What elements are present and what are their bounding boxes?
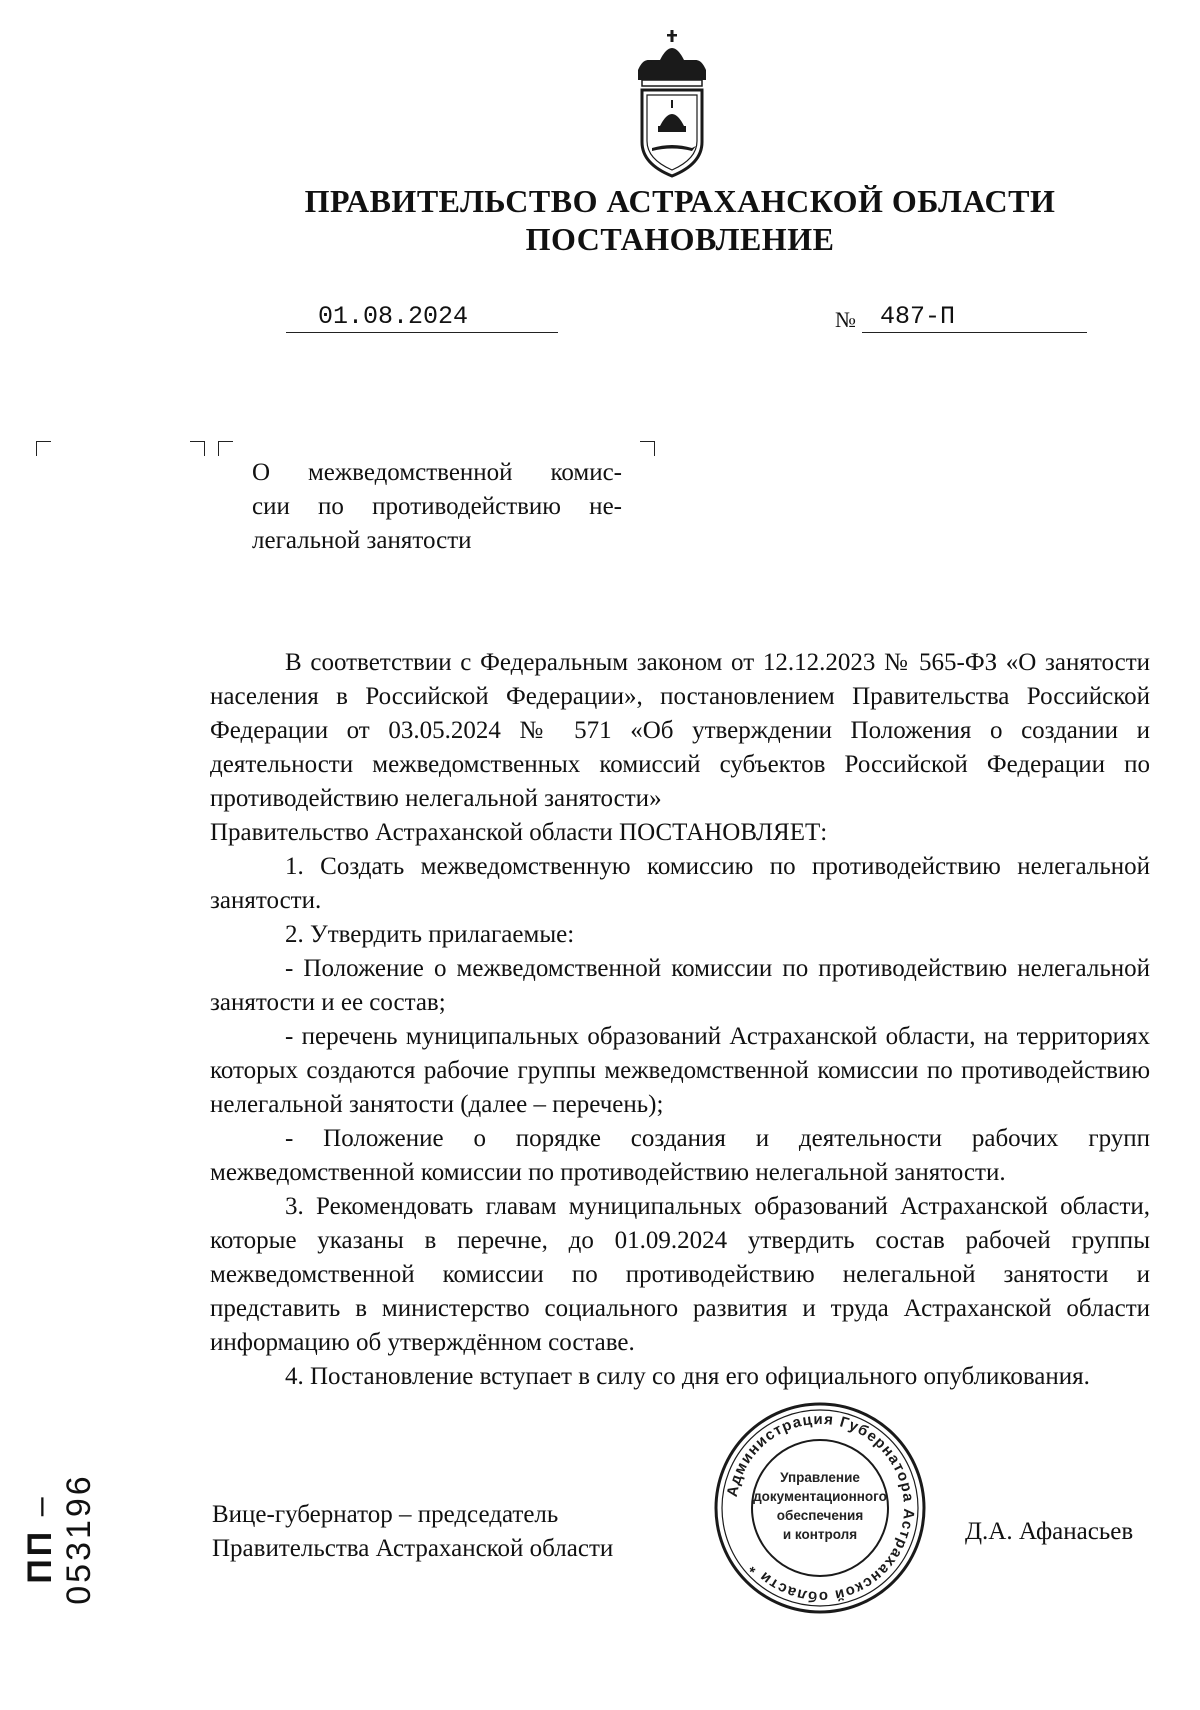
government-title: ПРАВИТЕЛЬСТВО АСТРАХАНСКОЙ ОБЛАСТИ — [304, 183, 1056, 219]
subject-line: О межведомственной комис- — [252, 459, 622, 486]
serial-number: – 053196 — [21, 1473, 98, 1605]
document-subject — [252, 456, 622, 558]
signatory-title-line: Вице-губернатор – председатель — [212, 1501, 559, 1528]
coat-of-arms-emblem — [630, 30, 714, 180]
resolves-paragraph: Правительство Астраханской области ПОСТАНОВЛЯЕТ: — [210, 819, 828, 846]
signatory-name: Д.А. Афанасьев — [965, 1518, 1134, 1545]
item-2a: - Положение о межведомственной комиссии по противодействию нелегальной занятости и ее состав; — [210, 955, 1150, 1016]
subject-line: сии по противодействию не- — [252, 493, 622, 520]
item-2: 2. Утвердить прилагаемые: — [285, 921, 575, 948]
signatory-title — [212, 1498, 613, 1566]
preamble-paragraph: В соответствии с Федеральным законом от 12.12.2023 № 565-ФЗ «О занятости населения в Российской Федерации», постановлением Правительства Российской Федерации от 03.05.2024 № 571 «Об утверждении Положения о создании и деятельности межведомственных комиссий субъектов Российской Федерации по противодействию нелегальной занятости» — [210, 649, 1150, 812]
form-serial-number — [21, 1439, 99, 1639]
document-date: 01.08.2024 — [318, 302, 469, 331]
document-number: 487-П — [880, 302, 956, 331]
stamp-center-line: и контроля — [782, 1527, 858, 1542]
document-body — [210, 646, 1150, 1394]
item-1: 1. Создать межведомственную комиссию по противодействию нелегальной занятости. — [210, 853, 1150, 914]
stamp-center-line: обеспечения — [776, 1508, 864, 1523]
stamp-center-line: документационного — [753, 1489, 887, 1504]
subject-corner-bracket-1 — [190, 441, 205, 456]
item-2b: - перечень муниципальных образований Астраханской области, на территориях которых создаются рабочие группы межведомственной комиссии по противодействию нелегальной занятости (далее – перечень); — [210, 1023, 1150, 1118]
item-3: 3. Рекомендовать главам муниципальных образований Астраханской области, которые указаны в перечне, до 01.09.2024 утвердить состав рабочей группы межведомственной комиссии по противодействию нелегальной занятости и представить в министерство социального развития и труда Астраханской области информацию об утверждённом составе. — [210, 1193, 1150, 1356]
subject-corner-bracket-3 — [640, 441, 655, 456]
document-type-title: ПОСТАНОВЛЕНИЕ — [525, 221, 835, 257]
number-line — [862, 302, 1087, 333]
stamp-center-text — [735, 1468, 905, 1544]
left-corner-bracket — [36, 441, 51, 456]
item-2c: - Положение о порядке создания и деятельности рабочих групп межведомственной комиссии по противодействию нелегальной занятости. — [210, 1125, 1150, 1186]
number-sign: № — [835, 307, 856, 332]
stamp-ring-text: Администрация Губернатора Астраханской области * — [723, 1410, 918, 1606]
item-4: 4. Постановление вступает в силу со дня его официального опубликования. — [285, 1363, 1090, 1390]
subject-line: легальной занятости — [252, 527, 472, 554]
subject-corner-bracket-2 — [218, 441, 233, 456]
serial-prefix: ПП — [21, 1528, 59, 1584]
signatory-title-line: Правительства Астраханской области — [212, 1535, 614, 1562]
stamp-center-line: Управление — [780, 1470, 860, 1485]
date-line — [286, 302, 558, 333]
